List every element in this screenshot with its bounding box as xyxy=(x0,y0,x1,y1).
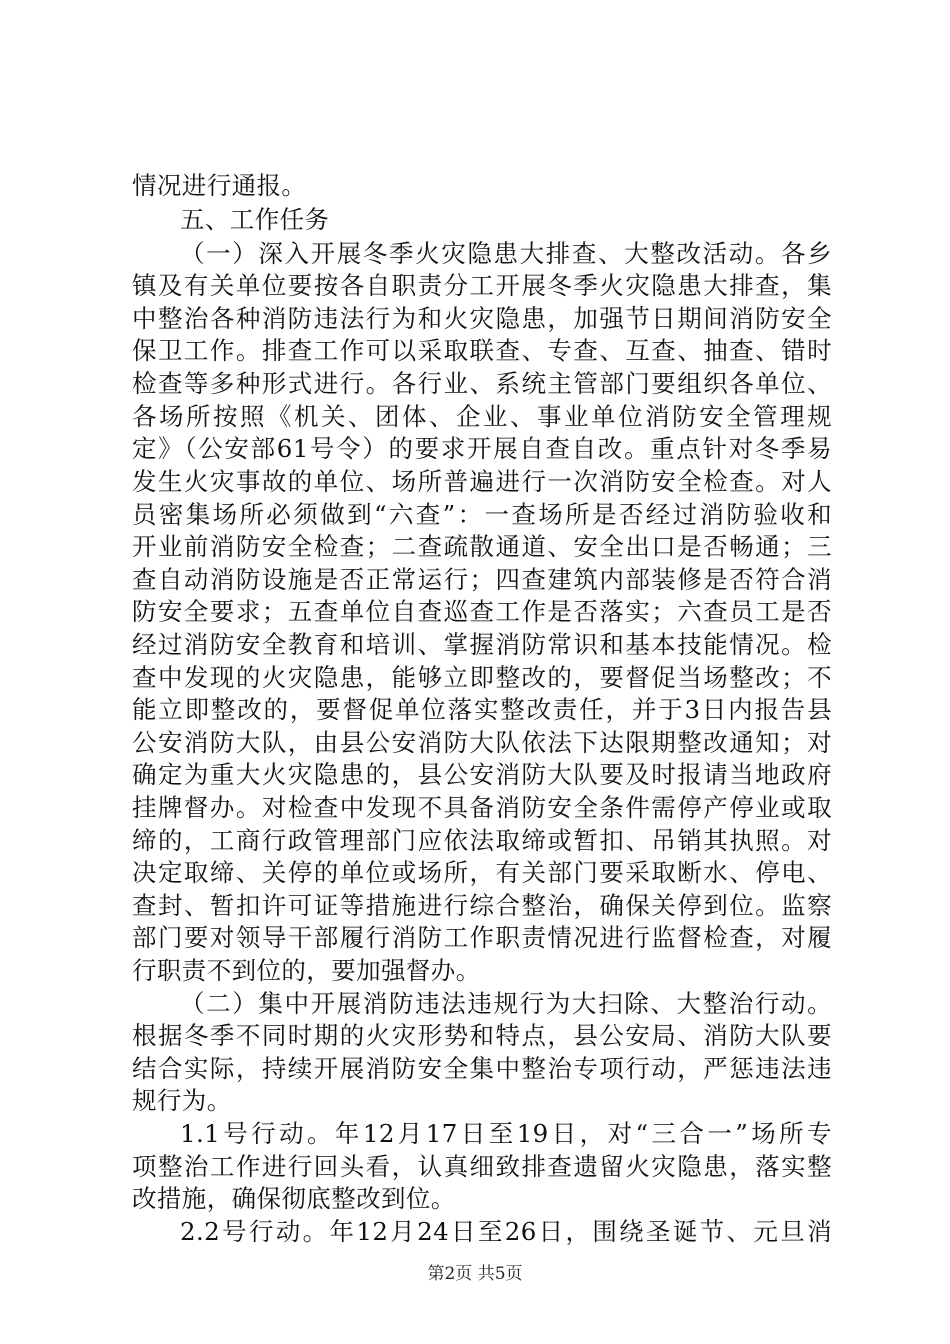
paragraph-first-line: （二）集中开展消防违法违规行为大扫除、大整治行动。 xyxy=(180,989,832,1018)
text-line: 改措施，确保彻底整改到位。 xyxy=(132,1184,456,1213)
text-line: 查封、暂扣许可证等措施进行综合整治，确保关停到位。监察 xyxy=(132,891,832,920)
text-line: 发生火灾事故的单位、场所普遍进行一次消防安全检查。对人 xyxy=(132,467,832,496)
text-line: 查自动消防设施是否正常运行；四查建筑内部装修是否符合消 xyxy=(132,565,832,594)
paragraph-first-line: 1.1号行动。年12月17日至19日，对“三合一”场所专 xyxy=(180,1119,832,1148)
text-line: 部门要对领导干部履行消防工作职责情况进行监督检查，对履 xyxy=(132,923,832,952)
text-line: 防安全要求；五查单位自查巡查工作是否落实；六查员工是否 xyxy=(132,597,832,626)
paragraph-first-line: （一）深入开展冬季火灾隐患大排查、大整改活动。各乡 xyxy=(180,239,832,268)
text-line: 各场所按照《机关、团体、企业、事业单位消防安全管理规 xyxy=(132,402,832,431)
text-line: 保卫工作。排查工作可以采取联查、专查、互查、抽查、错时 xyxy=(132,336,832,365)
text-line: 决定取缔、关停的单位或场所，有关部门要采取断水、停电、 xyxy=(132,858,832,887)
text-line: 项整治工作进行回头看，认真细致排查遗留火灾隐患，落实整 xyxy=(132,1152,832,1181)
text-line: 情况进行通报。 xyxy=(132,171,307,200)
text-line: 员密集场所必须做到“六查”：一查场所是否经过消防验收和 xyxy=(132,500,832,529)
text-line: 开业前消防安全检查；二查疏散通道、安全出口是否畅通；三 xyxy=(132,532,832,561)
text-line: 定》（公安部61号令）的要求开展自查自改。重点针对冬季易 xyxy=(132,434,832,463)
text-line: 根据冬季不同时期的火灾形势和特点，县公安局、消防大队要 xyxy=(132,1021,832,1050)
text-line: 规行为。 xyxy=(132,1086,232,1115)
text-line: 能立即整改的，要督促单位落实整改责任，并于3日内报告县 xyxy=(132,695,832,724)
page-number-footer: 第2页 共5页 xyxy=(427,1264,523,1284)
text-line: 公安消防大队，由县公安消防大队依法下达限期整改通知；对 xyxy=(132,728,832,757)
text-line: 镇及有关单位要按各自职责分工开展冬季火灾隐患大排查，集 xyxy=(132,271,832,300)
text-line: 结合实际，持续开展消防安全集中整治专项行动，严惩违法违 xyxy=(132,1054,832,1083)
text-line: 经过消防安全教育和培训、掌握消防常识和基本技能情况。检 xyxy=(132,630,832,659)
paragraph-first-line: 2.2号行动。年12月24日至26日，围绕圣诞节、元旦消 xyxy=(180,1217,832,1246)
text-line: 查中发现的火灾隐患，能够立即整改的，要督促当场整改；不 xyxy=(132,663,832,692)
text-line: 行职责不到位的，要加强督办。 xyxy=(132,956,481,985)
text-line: 缔的，工商行政管理部门应依法取缔或暂扣、吊销其执照。对 xyxy=(132,826,832,855)
text-line: 确定为重大火灾隐患的，县公安消防大队要及时报请当地政府 xyxy=(132,760,832,789)
text-line: 检查等多种形式进行。各行业、系统主管部门要组织各单位、 xyxy=(132,369,832,398)
text-line: 挂牌督办。对检查中发现不具备消防安全条件需停产停业或取 xyxy=(132,793,832,822)
text-line: 中整治各种消防违法行为和火灾隐患，加强节日期间消防安全 xyxy=(132,304,832,333)
section-heading: 五、工作任务 xyxy=(180,205,330,234)
